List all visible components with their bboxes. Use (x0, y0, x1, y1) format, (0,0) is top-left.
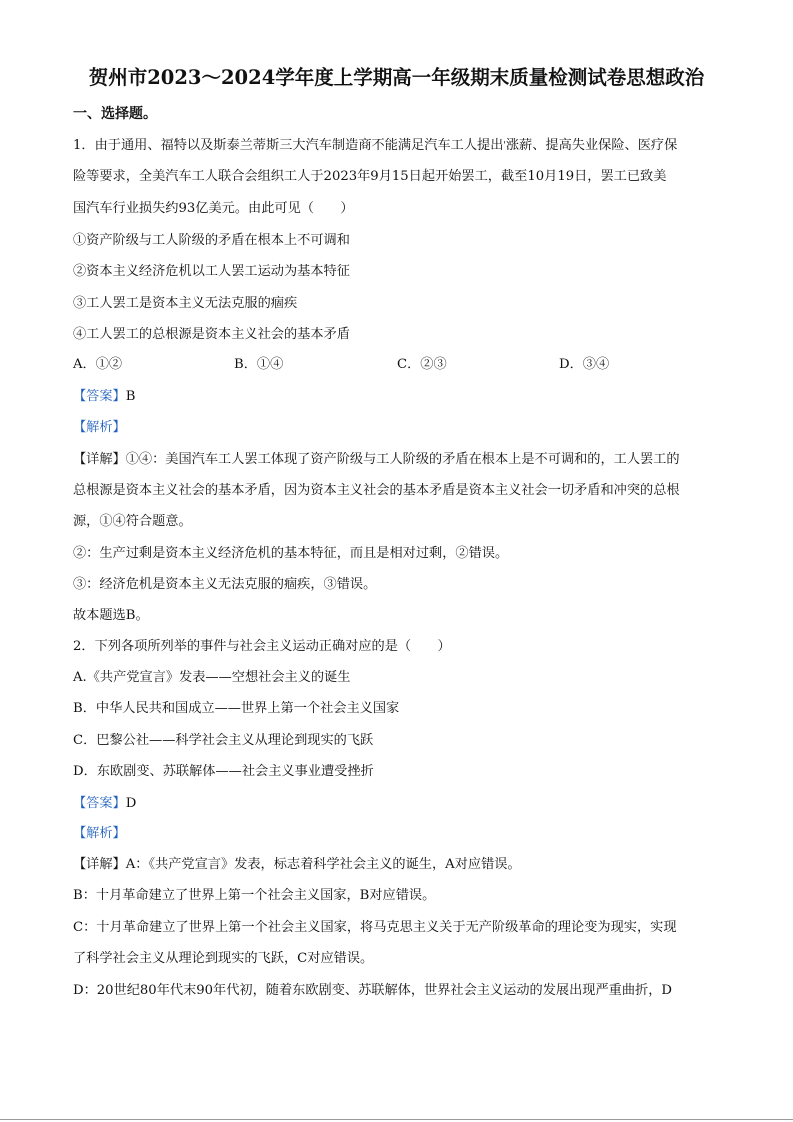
q2-detail-line-3: C：十月革命建立了世界上第一个社会主义国家，将马克思主义关于无产阶级革命的理论变为现实，实现 (73, 920, 677, 935)
q1-item-3: ③工人罢工是资本主义无法克服的痼疾 (73, 296, 298, 311)
q1-option-a: A．①② (73, 357, 123, 372)
q2-analysis-tag: 【解析】 (73, 826, 126, 841)
q1-detail-line-4: ②：生产过剩是资本主义经济危机的基本特征，而且是相对过剩，②错误。 (73, 546, 509, 561)
q1-stem-line-2: 险等要求，全美汽车工人联合会组织工人于2023年9月15日起开始罢工，截至10月19日，罢工已致美 (73, 169, 667, 184)
q2-detail-line-5: D：20世纪80年代末90年代初，随着东欧剧变、苏联解体，世界社会主义运动的发展出现严重曲折，D (73, 983, 672, 998)
q2-option-d: D．东欧剧变、苏联解体——社会主义事业遭受挫折 (73, 764, 374, 779)
q2-detail-line-4: 了科学社会主义从理论到现实的飞跃，C对应错误。 (73, 951, 374, 966)
q1-answer: 【答案】B (73, 389, 136, 404)
q2-stem: 2．下列各项所列举的事件与社会主义运动正确对应的是（ ） (73, 639, 451, 654)
q1-analysis-tag: 【解析】 (73, 420, 126, 435)
q1-item-4: ④工人罢工的总根源是资本主义社会的基本矛盾 (73, 327, 350, 342)
q2-answer: 【答案】D (73, 796, 137, 811)
page-title: 贺州市2023～2024学年度上学期高一年级期末质量检测试卷思想政治 (88, 66, 705, 89)
q1-detail-line-3: 源，①④符合题意。 (73, 514, 192, 529)
answer-tag: 【答案】 (73, 796, 126, 811)
q2-detail-line-1: 【详解】A：《共产党宣言》发表，标志着科学社会主义的诞生，A对应错误。 (73, 857, 521, 872)
q2-detail-line-2: B：十月革命建立了世界上第一个社会主义国家，B对应错误。 (73, 888, 436, 903)
q1-detail-line-1: 【详解】①④：美国汽车工人罢工体现了资产阶级与工人阶级的矛盾在根本上是不可调和的，工人罢工的 (73, 452, 680, 467)
q1-option-d: D．③④ (559, 357, 610, 372)
q1-detail-line-2: 总根源是资本主义社会的基本矛盾，因为资本主义社会的基本矛盾是资本主义社会一切矛盾和冲突的总根 (73, 483, 680, 498)
q2-option-a: A.《共产党宣言》发表——空想社会主义的诞生 (73, 670, 351, 685)
q1-item-2: ②资本主义经济危机以工人罢工运动为基本特征 (73, 264, 350, 279)
q2-option-c: C．巴黎公社——科学社会主义从理论到现实的飞跃 (73, 733, 374, 748)
q2-option-b: B．中华人民共和国成立——世界上第一个社会主义国家 (73, 701, 400, 716)
section-heading: 一、选择题。 (73, 106, 157, 122)
q1-conclusion: 故本题选B。 (73, 608, 149, 623)
detail-tag: 【详解】 (73, 452, 126, 467)
q1-item-1: ①资产阶级与工人阶级的矛盾在根本上不可调和 (73, 233, 350, 248)
page-bottom-divider (0, 1119, 793, 1120)
answer-tag: 【答案】 (73, 389, 126, 404)
q1-option-c: C．②③ (397, 357, 447, 372)
q1-stem-line-1: 1．由于通用、福特以及斯泰兰蒂斯三大汽车制造商不能满足汽车工人提出'涨薪、提高失业保险、医疗保 (73, 138, 678, 153)
q1-detail-line-5: ③：经济危机是资本主义无法克服的痼疾，③错误。 (73, 577, 377, 592)
q1-option-b: B．①④ (234, 357, 284, 372)
q1-stem-line-3: 国汽车行业损失约93亿美元。由此可见（ ） (73, 201, 354, 216)
detail-tag: 【详解】 (73, 857, 126, 872)
